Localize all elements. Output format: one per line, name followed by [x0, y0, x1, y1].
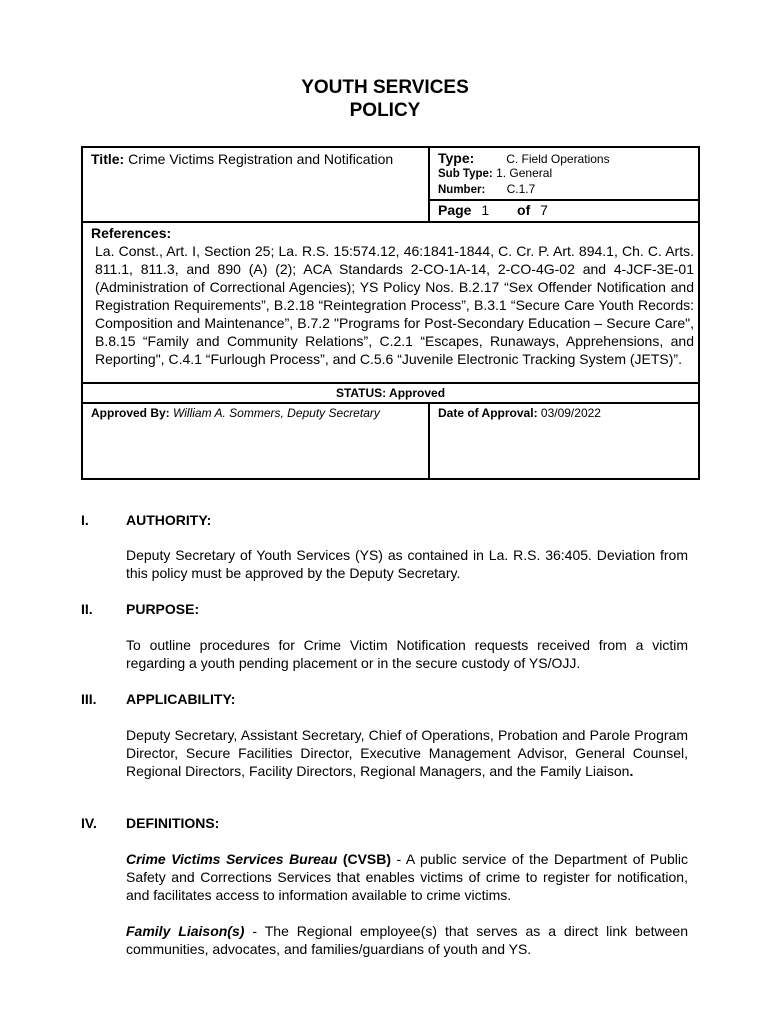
section-number: III.: [81, 691, 97, 707]
references-label: References:: [91, 225, 172, 241]
document-title: [0, 76, 770, 122]
approved-by-cell: [83, 404, 428, 478]
section-body: Deputy Secretary of Youth Services (YS) as contained in La. R.S. 36:405. Deviation from this policy must be approved by the Deputy Secretary.: [126, 547, 688, 581]
policy-title-cell: [83, 148, 428, 199]
policy-title-value: Crime Victims Registration and Notification: [128, 151, 394, 167]
definition-abbreviation: (CVSB): [342, 851, 392, 867]
references-cell: [83, 223, 698, 382]
page-of-label: of: [517, 202, 531, 218]
definition-text: - A public service of the Department of Public Safety and Corrections Services that enables victims of crime to register for notification, and facilitates access to information available to crime victims.: [126, 851, 688, 903]
section-body: To outline procedures for Crime Victim Notification requests received from a victim regarding a youth pending placement or in the secure custody of YS/OJJ.: [126, 637, 688, 671]
policy-header-table: [81, 146, 700, 480]
approved-by-value: William A. Sommers, Deputy Secretary: [173, 406, 380, 420]
section-number: IV.: [81, 815, 97, 831]
section-heading: APPLICABILITY:: [126, 691, 236, 707]
status-cell: [83, 384, 698, 402]
section-heading: AUTHORITY:: [126, 512, 212, 528]
document-title-line2: POLICY: [349, 100, 421, 121]
definition-term: Family Liaison(s): [126, 923, 245, 939]
approval-date-cell: [430, 404, 698, 478]
type-value: C. Field Operations: [506, 152, 610, 166]
applicability-text: Deputy Secretary, Assistant Secretary, Chief of Operations, Probation and Parole Program Director, Secure Facilities Director, Executive Management Advisor, General Counsel, Regional Directors, Facility Directors, Regional Managers, and the Family Liaison: [126, 727, 688, 779]
definition-family-liaison: [126, 922, 688, 958]
page-total: 7: [540, 202, 548, 218]
section-number: II.: [81, 601, 93, 617]
page-label: Page: [438, 202, 472, 218]
section-number: I.: [81, 512, 89, 528]
references-text: La. Const., Art. I, Section 25; La. R.S. 15:574.12, 46:1841-1844, C. Cr. P. Art. 894.1, Ch. C. Arts. 811.1, 811.3, and 890 (A) (2); ACA Standards 2-CO-1A-14, 2-CO-4G-02 and 4-JCF-3E-01 (Administration of Correctional Agencies); YS Policy Nos. B.2.17 “Sex Offender Notification and Registration Requirements”, B.2.18 “Reintegration Process”, B.3.1 “Secure Care Youth Records: Composition and Maintenance”, B.7.2 "Programs for Post-Secondary Education – Secure Care", B.8.15 “Family and Community Relations”, C.2.1 “Escapes, Runaways, Apprehensions, and Reporting", C.4.1 “Furlough Process”, and C.5.6 “Juvenile Electronic Tracking System (JETS)”.: [95, 243, 694, 367]
approved-by-label: Approved By:: [91, 406, 170, 420]
page-indicator-cell: [430, 201, 698, 221]
number-value: C.1.7: [506, 182, 536, 196]
section-heading: DEFINITIONS:: [126, 815, 220, 831]
number-label: Number:: [438, 184, 486, 196]
document-title-line1: YOUTH SERVICES: [301, 77, 469, 98]
approval-date-value: 03/09/2022: [540, 406, 601, 420]
section-heading: PURPOSE:: [126, 601, 200, 617]
policy-title-label: Title:: [91, 151, 125, 167]
definition-term: Crime Victims Services Bureau: [126, 851, 338, 867]
section-body: [126, 726, 688, 780]
page-number: 1: [481, 202, 490, 218]
type-label: Type:: [438, 150, 475, 166]
status-text: STATUS: Approved: [335, 386, 446, 400]
definition-text: - The Regional employee(s) that serves as a direct link between communities, advocates, and families/guardians of youth and YS.: [126, 923, 688, 957]
applicability-period: .: [629, 763, 634, 779]
approval-date-label: Date of Approval:: [438, 406, 538, 420]
policy-type-cell: [430, 148, 698, 199]
subtype-label: Sub Type:: [438, 168, 493, 180]
definition-cvsb: [126, 850, 688, 904]
subtype-value: 1. General: [496, 166, 553, 180]
